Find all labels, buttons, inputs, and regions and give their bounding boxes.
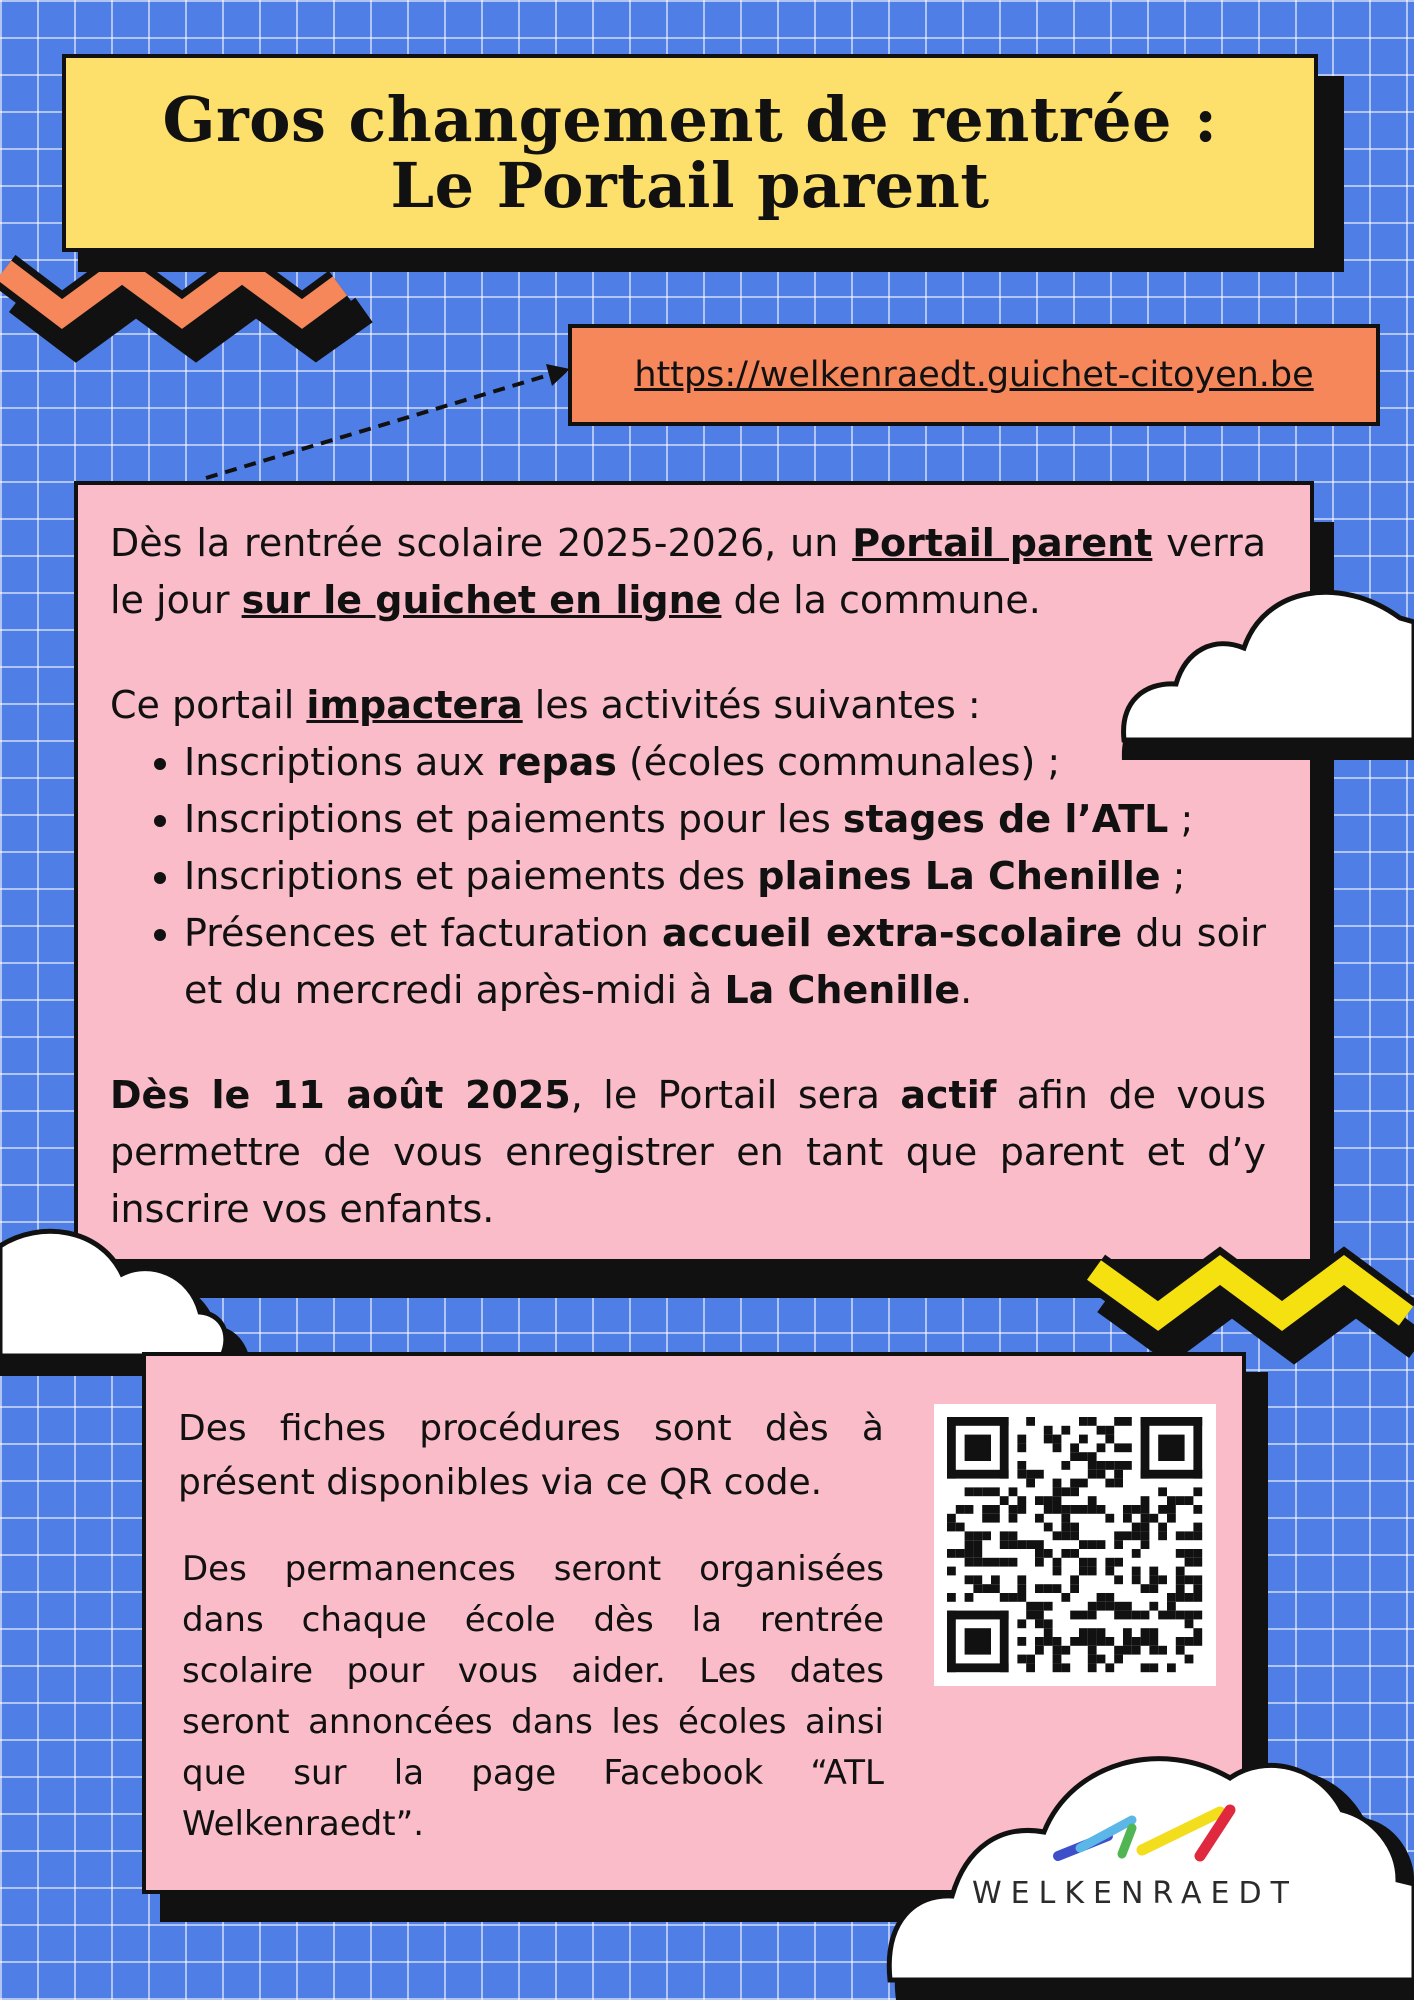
actif-highlight: actif	[900, 1073, 997, 1117]
url-box	[568, 324, 1380, 426]
portail-parent-highlight: Portail parent	[852, 521, 1153, 565]
qr-code-text: Des fiches procédures sont dès à présent disponibles via ce QR code.	[178, 1408, 884, 1503]
dashed-arrow	[200, 360, 580, 485]
cloud-decoration-right	[1100, 570, 1414, 770]
logo-strokes-icon	[1050, 1798, 1250, 1878]
active-date: Dès le 11 août 2025	[110, 1073, 571, 1117]
guichet-highlight: sur le guichet en ligne	[241, 578, 722, 622]
activities-text: Ce portail	[110, 683, 307, 727]
title-line-1: Gros changement de rentrée :	[162, 83, 1218, 156]
list-item: • Inscriptions et paiements des plaines La Chenille ;	[184, 848, 1266, 905]
portal-url-link[interactable]: https://welkenraedt.guichet-citoyen.be	[634, 355, 1314, 395]
qr-code[interactable]	[934, 1404, 1216, 1686]
impactera-highlight: impactera	[306, 683, 523, 727]
intro-paragraph	[110, 515, 1266, 629]
logo-wordmark: WELKENRAEDT	[972, 1876, 1298, 1911]
permanences-text: Des permanences seront organisées dans chaque école dès la rentrée scolaire pour vous aider. Les dates seront annoncées dans les écoles ainsi que sur la page Facebook “ATL Welkenraedt”.	[182, 1549, 884, 1844]
activities-list	[110, 734, 1266, 1019]
qr-code-image	[934, 1404, 1216, 1686]
activities-text-end: les activités suivantes :	[522, 683, 981, 727]
intro-text-end: de la commune.	[721, 578, 1041, 622]
active-date-paragraph: Dès le 11 août 2025, le Portail sera actif afin de vous permettre de vous enregistrer en tant que parent et d’y inscrire vos enfants.	[110, 1073, 1267, 1231]
list-item: • Présences et facturation accueil extra-scolaire du soir et du mercredi après-midi à La Chenille.	[184, 905, 1266, 1019]
title-line-2: Le Portail parent	[390, 149, 990, 222]
activities-heading	[110, 677, 1266, 734]
list-item: • Inscriptions aux repas (écoles communales) ;	[184, 734, 1266, 791]
intro-text: Dès la rentrée scolaire 2025-2026, un	[110, 521, 853, 565]
title-banner	[62, 54, 1318, 252]
intro-text-mid: verra le jour	[110, 521, 1266, 622]
list-item: • Inscriptions et paiements pour les stages de l’ATL ;	[184, 791, 1266, 848]
